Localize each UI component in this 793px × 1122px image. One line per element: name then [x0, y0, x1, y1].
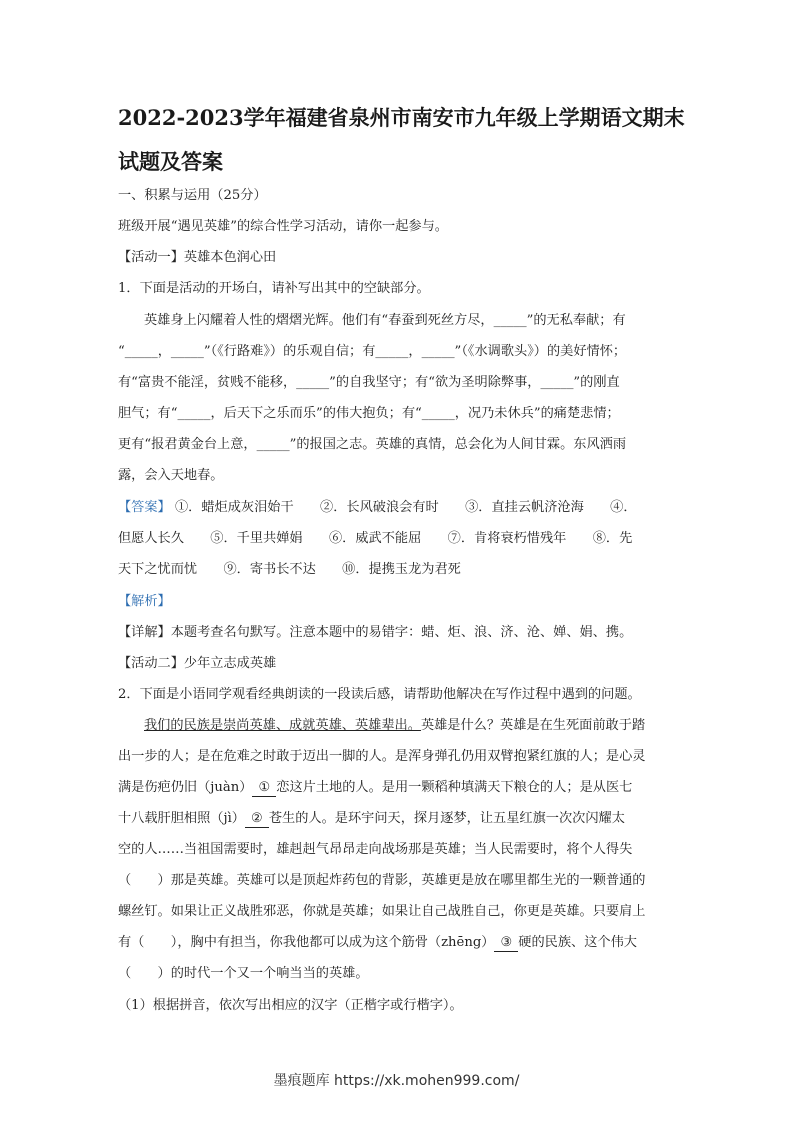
section-heading: 一、积累与运用（25分）	[118, 188, 267, 203]
passage-2-text: 恋这片土地的人。是用一颗稻种填满天下粮仓的人；是从医七	[276, 780, 633, 795]
passage-2-line: （ ）的时代一个又一个响当当的英雄。	[118, 966, 369, 981]
answer-label: 【答案】	[118, 500, 171, 515]
passage-2-line	[118, 809, 678, 829]
passage-2-text: 硬的民族、这个伟大	[518, 935, 637, 950]
question-1: 1．下面是活动的开场白，请补写出其中的空缺部分。	[118, 281, 430, 296]
passage-2-text: 满是伤疤仍旧（juàn）	[118, 780, 253, 795]
question-2: 2．下面是小语同学观看经典朗读的一段读后感，请帮助他解决在写作过程中遇到的问题。	[118, 687, 641, 702]
answer-line: 但愿人长久 ⑤．千里共婵娟 ⑥．威武不能屈 ⑦．肯将衰朽惜残年 ⑧．先	[118, 531, 633, 546]
passage-1-line: 英雄身上闪耀着人性的熠熠光辉。他们有“春蚕到死丝方尽，_____”的无私奉献；有	[144, 313, 626, 328]
passage-1-line: “_____，_____”（《行路难》）的乐观自信；有_____，_____”（《水调歌头》）的美好情怀；	[118, 344, 627, 359]
answer-line	[118, 498, 678, 518]
fill-blank-2: ②	[245, 811, 269, 828]
passage-2-line: 出一步的人；是在危难之时敢于迈出一脚的人。是浑身弹孔仍用双臂抱紧红旗的人；是心灵	[118, 749, 646, 764]
passage-2-text: 苍生的人。是环宇问天，探月逐梦，让五星红旗一次次闪耀太	[268, 811, 625, 826]
passage-2-line	[118, 778, 678, 798]
document-title	[118, 96, 698, 184]
passage-1-line: 更有“报君黄金台上意，_____”的报国之志。英雄的真情，总会化为人间甘霖。东风洒雨	[118, 437, 627, 452]
fill-blank-1: ①	[252, 780, 276, 797]
passage-1-line: 胆气；有“_____，后天下之乐而乐”的伟大抱负；有“_____，况乃未休兵”的痛楚悲情；	[118, 406, 620, 421]
passage-2-text: 有（ ），胸中有担当，你我他都可以成为这个筋骨（zhēng）	[118, 935, 495, 950]
answer-text: ①．蜡炬成灰泪始干 ②．长风破浪会有时 ③．直挂云帆济沧海 ④．	[174, 500, 637, 515]
passage-2-text: 英雄是什么？英雄是在生死面前敢于踏	[420, 718, 646, 733]
sub-question-1: （1）根据拼音，依次写出相应的汉字（正楷字或行楷字）。	[118, 998, 463, 1013]
passage-2-line	[118, 933, 678, 953]
passage-2-text: 十八载肝胆相照（jì）	[118, 811, 245, 826]
footer-watermark: 墨痕题库 https://xk.mohen999.com/	[273, 1073, 520, 1089]
title-line-1: 2022-2023学年福建省泉州市南安市九年级上学期语文期末	[118, 105, 685, 130]
passage-2-line: （ ）那是英雄。英雄可以是顶起炸药包的背影，英雄更是放在哪里都生光的一颗普通的	[118, 873, 646, 888]
underlined-sentence: 我们的民族是崇尚英雄、成就英雄、英雄辈出。	[144, 718, 421, 733]
analysis-label: 【解析】	[118, 594, 171, 609]
activity-2-heading: 【活动二】少年立志成英雄	[118, 656, 277, 671]
activity-1-heading: 【活动一】英雄本色润心田	[118, 250, 277, 265]
passage-2-line: 螺丝钉。如果让正义战胜邪恶，你就是英雄；如果让自己战胜自己，你更是英雄。只要肩上	[118, 904, 646, 919]
passage-2-line	[144, 716, 678, 736]
passage-2-line: 空的人……当祖国需要时，雄赳赳气昂昂走向战场那是英雄；当人民需要时，将个人得失	[118, 842, 633, 857]
answer-line: 天下之忧而忧 ⑨．寄书长不达 ⑩．提携玉龙为君死	[118, 562, 461, 577]
fill-blank-3: ③	[494, 935, 518, 952]
intro-text: 班级开展“遇见英雄”的综合性学习活动，请你一起参与。	[118, 219, 448, 234]
detail-text: 【详解】本题考查名句默写。注意本题中的易错字：蜡、炬、浪、济、沧、婵、娟、携。	[118, 625, 633, 640]
title-line-2: 试题及答案	[118, 149, 223, 174]
passage-1-line: 露，会入天地春。	[118, 468, 224, 483]
passage-1-line: 有“富贵不能淫，贫贱不能移，_____”的自我坚守；有“欲为圣明除弊事，_____”的刚直	[118, 375, 620, 390]
